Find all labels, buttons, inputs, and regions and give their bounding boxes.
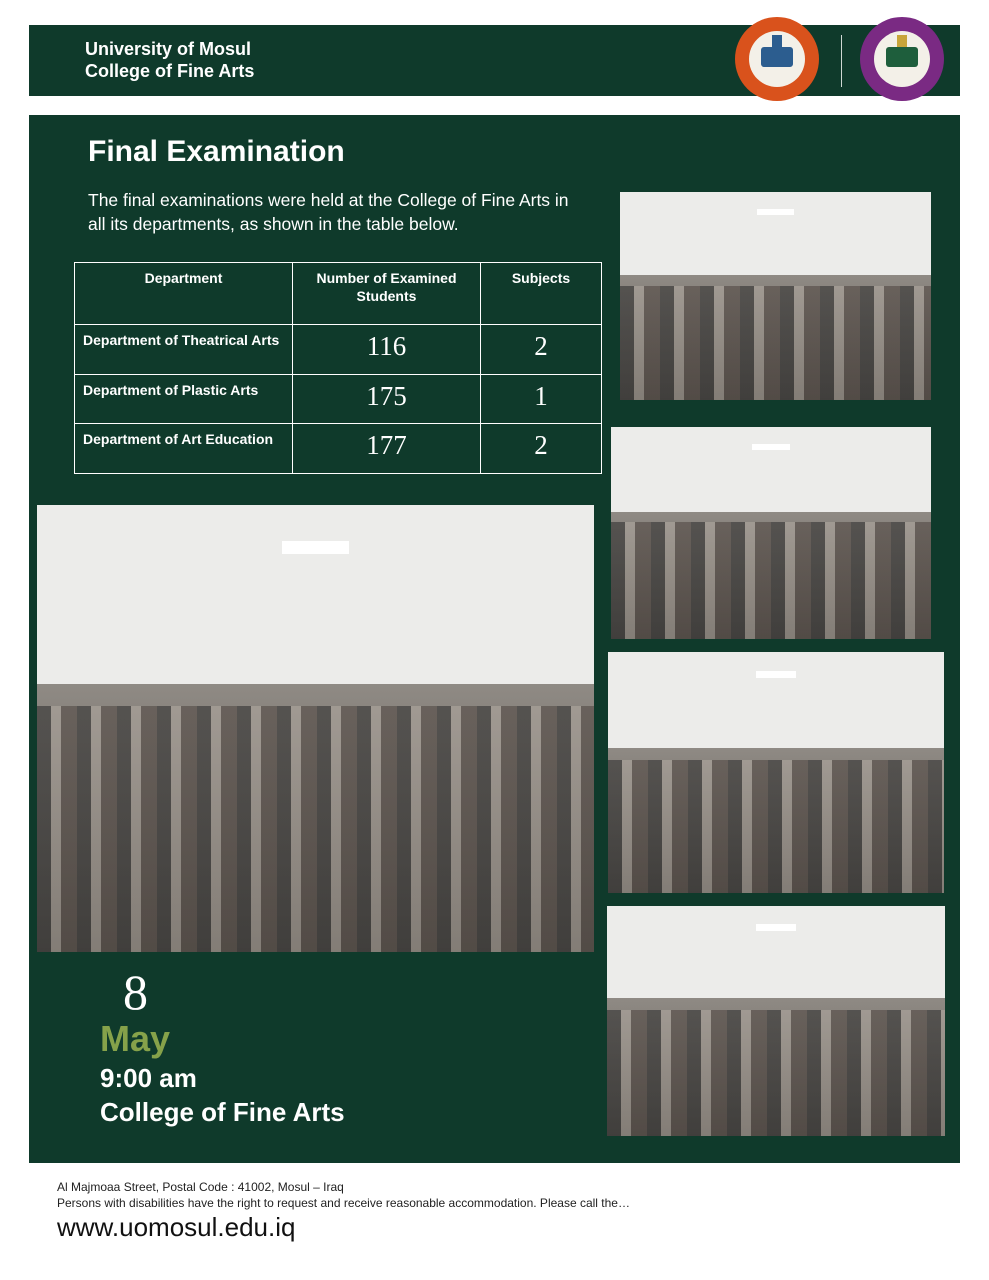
subjects-cell: 2: [481, 325, 602, 375]
university-logo-icon: [735, 17, 819, 101]
table-row: [75, 374, 602, 424]
subjects-cell: 1: [481, 374, 602, 424]
exam-hall-photo: [608, 652, 944, 893]
footer-accessibility-note: Persons with disabilities have the right to request and receive reasonable accommodation. Please call the…: [57, 1196, 630, 1210]
department-cell: Department of Theatrical Arts: [75, 325, 293, 375]
column-header: Number of Examined Students: [293, 263, 481, 325]
department-cell: Department of Art Education: [75, 424, 293, 474]
table-header-row: [75, 263, 602, 325]
exam-hall-main-photo: [37, 505, 594, 952]
students-cell: 177: [293, 424, 481, 474]
page-title: Final Examination: [88, 135, 345, 168]
column-header: Subjects: [481, 263, 602, 325]
college-logo-icon: [860, 17, 944, 101]
students-cell: 175: [293, 374, 481, 424]
exam-table: [74, 262, 602, 474]
university-name: University of Mosul: [85, 39, 252, 59]
table-row: [75, 325, 602, 375]
subjects-cell: 2: [481, 424, 602, 474]
table-row: [75, 424, 602, 474]
college-name: College of Fine Arts: [85, 61, 255, 81]
exam-hall-photo: [611, 427, 931, 639]
column-header: Department: [75, 263, 293, 325]
exam-hall-photo: [607, 906, 945, 1136]
event-place: College of Fine Arts: [100, 1097, 345, 1127]
exam-hall-photo: [620, 192, 931, 400]
footer-address: Al Majmoaa Street, Postal Code : 41002, Mosul – Iraq: [57, 1180, 344, 1194]
intro-text: The final examinations were held at the College of Fine Arts in all its departments, as shown in the table below.: [88, 190, 569, 234]
page-header: [29, 25, 960, 96]
department-cell: Department of Plastic Arts: [75, 374, 293, 424]
event-month: May: [100, 1018, 171, 1059]
students-cell: 116: [293, 325, 481, 375]
website-link[interactable]: www.uomosul.edu.iq: [57, 1212, 296, 1242]
event-day: 8: [123, 964, 148, 1020]
logo-divider: [841, 35, 842, 87]
event-time: 9:00 am: [100, 1063, 197, 1093]
